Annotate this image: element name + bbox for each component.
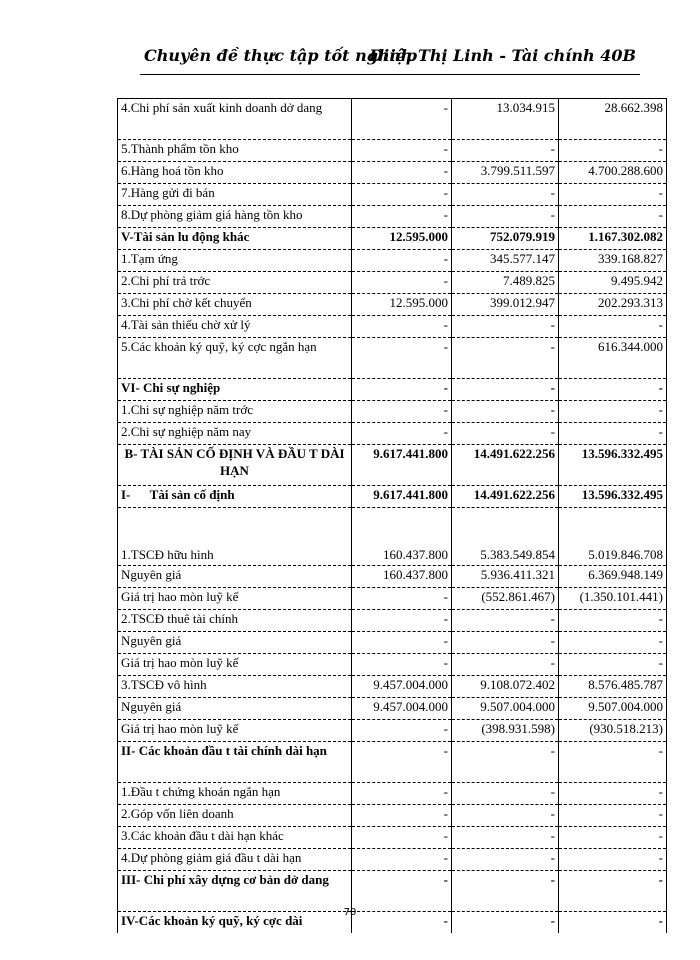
table-row	[118, 272, 667, 294]
value-col2: -	[452, 827, 559, 849]
value-col3: -	[559, 316, 667, 338]
value-col3: -	[559, 654, 667, 676]
value-col2: 5.383.549.854	[452, 508, 559, 566]
table-row	[118, 849, 667, 871]
row-label: Giá trị hao mòn luỹ kế	[118, 654, 352, 676]
value-col1: 160.437.800	[352, 508, 452, 566]
value-col2: 9.108.072.402	[452, 676, 559, 698]
balance-sheet-table	[117, 98, 667, 933]
value-col2: -	[452, 632, 559, 654]
value-col2: 752.079.919	[452, 228, 559, 250]
value-col2: 7.489.825	[452, 272, 559, 294]
row-label: 8.Dự phòng giảm giá hàng tồn kho	[118, 206, 352, 228]
value-col3: -	[559, 783, 667, 805]
table-row	[118, 742, 667, 783]
table-row	[118, 184, 667, 206]
value-col1: -	[352, 140, 452, 162]
table-row	[118, 294, 667, 316]
value-col2: -	[452, 871, 559, 912]
row-label: 2.Chi phí trả trớc	[118, 272, 352, 294]
value-col3: -	[559, 140, 667, 162]
row-label: 1.TSCĐ hữu hình	[118, 508, 352, 566]
value-col1: 9.617.441.800	[352, 486, 452, 508]
value-col1: -	[352, 401, 452, 423]
row-label: B- TÀI SẢN CỐ ĐỊNH VÀ ĐẦU T DÀI HẠN	[118, 445, 352, 486]
value-col1: -	[352, 250, 452, 272]
row-label: 2.Chi sự nghiệp năm nay	[118, 423, 352, 445]
value-col1: -	[352, 912, 452, 934]
table-row	[118, 566, 667, 588]
value-col3: -	[559, 379, 667, 401]
row-label: 5.Thành phẩm tồn kho	[118, 140, 352, 162]
row-label: 7.Hàng gửi đi bán	[118, 184, 352, 206]
value-col3: 202.293.313	[559, 294, 667, 316]
value-col1: -	[352, 654, 452, 676]
row-label: 3.TSCĐ vô hình	[118, 676, 352, 698]
table-row	[118, 676, 667, 698]
value-col1: -	[352, 849, 452, 871]
value-col2: 14.491.622.256	[452, 445, 559, 486]
value-col1: -	[352, 316, 452, 338]
table-row	[118, 228, 667, 250]
value-col2: -	[452, 140, 559, 162]
value-col2: 13.034.915	[452, 99, 559, 140]
row-label: IV-Các khoản ký quỹ, ký cợc dài	[118, 912, 352, 934]
value-col3: 8.576.485.787	[559, 676, 667, 698]
value-col1: -	[352, 871, 452, 912]
row-label: Nguyên giá	[118, 698, 352, 720]
value-col1: -	[352, 632, 452, 654]
value-col3: -	[559, 912, 667, 934]
table-row	[118, 486, 667, 508]
value-col1: -	[352, 783, 452, 805]
value-col1: -	[352, 272, 452, 294]
value-col2: 9.507.004.000	[452, 698, 559, 720]
value-col2: 399.012.947	[452, 294, 559, 316]
row-label: Nguyên giá	[118, 566, 352, 588]
value-col3: (930.518.213)	[559, 720, 667, 742]
value-col1: -	[352, 610, 452, 632]
row-label: 3.Chi phí chờ kết chuyển	[118, 294, 352, 316]
row-label: V-Tài sản lu động khác	[118, 228, 352, 250]
row-label: 4.Dự phòng giảm giá đầu t dài hạn	[118, 849, 352, 871]
table-row	[118, 871, 667, 912]
value-col1: -	[352, 162, 452, 184]
table-row	[118, 827, 667, 849]
value-col1: 12.595.000	[352, 228, 452, 250]
value-col3: 9.495.942	[559, 272, 667, 294]
value-col3: -	[559, 827, 667, 849]
table-row	[118, 316, 667, 338]
value-col2: -	[452, 401, 559, 423]
table-row	[118, 720, 667, 742]
value-col3: 4.700.288.600	[559, 162, 667, 184]
row-label: 5.Các khoản ký quỹ, ký cợc ngắn hạn	[118, 338, 352, 379]
value-col1: -	[352, 338, 452, 379]
value-col1: -	[352, 827, 452, 849]
value-col2: -	[452, 206, 559, 228]
value-col2: -	[452, 184, 559, 206]
value-col1: 9.617.441.800	[352, 445, 452, 486]
table-row	[118, 805, 667, 827]
value-col1: 160.437.800	[352, 566, 452, 588]
table-row	[118, 654, 667, 676]
value-col3: -	[559, 849, 667, 871]
value-col1: 9.457.004.000	[352, 698, 452, 720]
row-label: 6.Hàng hoá tồn kho	[118, 162, 352, 184]
value-col3: -	[559, 206, 667, 228]
value-col3: 1.167.302.082	[559, 228, 667, 250]
header-title: Chuyên đề thực tập tốt nghiệp	[144, 46, 418, 65]
value-col1: -	[352, 742, 452, 783]
value-col2: -	[452, 912, 559, 934]
value-col3: 339.168.827	[559, 250, 667, 272]
table-row	[118, 401, 667, 423]
table-row	[118, 140, 667, 162]
table-row	[118, 508, 667, 566]
value-col3: 13.596.332.495	[559, 486, 667, 508]
table-row	[118, 250, 667, 272]
row-label: 3.Các khoản đầu t dài hạn khác	[118, 827, 352, 849]
value-col1: -	[352, 588, 452, 610]
value-col1: -	[352, 423, 452, 445]
value-col3: 13.596.332.495	[559, 445, 667, 486]
table-row	[118, 206, 667, 228]
row-label: III- Chi phí xây dựng cơ bản dở dang	[118, 871, 352, 912]
row-label: VI- Chi sự nghiệp	[118, 379, 352, 401]
value-col2: -	[452, 338, 559, 379]
value-col2: -	[452, 610, 559, 632]
value-col1: 9.457.004.000	[352, 676, 452, 698]
value-col2: -	[452, 742, 559, 783]
value-col2: -	[452, 423, 559, 445]
value-col2: -	[452, 805, 559, 827]
value-col3: -	[559, 184, 667, 206]
table-row	[118, 338, 667, 379]
value-col2: 345.577.147	[452, 250, 559, 272]
row-label: 1.Chi sự nghiệp năm trớc	[118, 401, 352, 423]
row-label: II- Các khoản đầu t tài chính dài hạn	[118, 742, 352, 783]
table-row	[118, 698, 667, 720]
value-col2: (552.861.467)	[452, 588, 559, 610]
value-col1: -	[352, 805, 452, 827]
value-col2: 14.491.622.256	[452, 486, 559, 508]
row-label: 2.TSCĐ thuê tài chính	[118, 610, 352, 632]
table-row	[118, 632, 667, 654]
row-label: 1.Đầu t chứng khoán ngắn hạn	[118, 783, 352, 805]
table-row	[118, 162, 667, 184]
page-number: 70	[343, 907, 357, 918]
value-col1: -	[352, 379, 452, 401]
value-col1: -	[352, 184, 452, 206]
row-label: Giá trị hao mòn luỹ kế	[118, 588, 352, 610]
value-col3: (1.350.101.441)	[559, 588, 667, 610]
value-col1: 12.595.000	[352, 294, 452, 316]
table-row	[118, 99, 667, 140]
table-row	[118, 588, 667, 610]
value-col3: 9.507.004.000	[559, 698, 667, 720]
table-row	[118, 610, 667, 632]
value-col3: 28.662.398	[559, 99, 667, 140]
row-label: Nguyên giá	[118, 632, 352, 654]
value-col1: -	[352, 720, 452, 742]
row-label: 4.Chi phí sản xuất kinh doanh dở dang	[118, 99, 352, 140]
value-col2: -	[452, 316, 559, 338]
value-col3: -	[559, 610, 667, 632]
row-label: 2.Góp vốn liên doanh	[118, 805, 352, 827]
header-author: Đinh Thị Linh - Tài chính 40B	[369, 46, 636, 65]
value-col3: -	[559, 742, 667, 783]
row-label: Giá trị hao mòn luỹ kế	[118, 720, 352, 742]
value-col3: -	[559, 805, 667, 827]
value-col2: -	[452, 654, 559, 676]
value-col3: -	[559, 632, 667, 654]
value-col3: 616.344.000	[559, 338, 667, 379]
table-row	[118, 783, 667, 805]
value-col3: -	[559, 871, 667, 912]
value-col2: 5.936.411.321	[452, 566, 559, 588]
value-col3: -	[559, 401, 667, 423]
value-col1: -	[352, 99, 452, 140]
row-label: 4.Tài sản thiếu chờ xử lý	[118, 316, 352, 338]
row-label: 1.Tạm ứng	[118, 250, 352, 272]
table-row	[118, 379, 667, 401]
value-col3: -	[559, 423, 667, 445]
table-row	[118, 423, 667, 445]
value-col3: 5.019.846.708	[559, 508, 667, 566]
value-col3: 6.369.948.149	[559, 566, 667, 588]
value-col2: (398.931.598)	[452, 720, 559, 742]
value-col2: -	[452, 849, 559, 871]
value-col2: -	[452, 379, 559, 401]
page-header	[140, 40, 640, 75]
row-label: I- Tài sản cố định	[118, 486, 352, 508]
value-col2: 3.799.511.597	[452, 162, 559, 184]
value-col1: -	[352, 206, 452, 228]
value-col2: -	[452, 783, 559, 805]
table-row	[118, 445, 667, 486]
